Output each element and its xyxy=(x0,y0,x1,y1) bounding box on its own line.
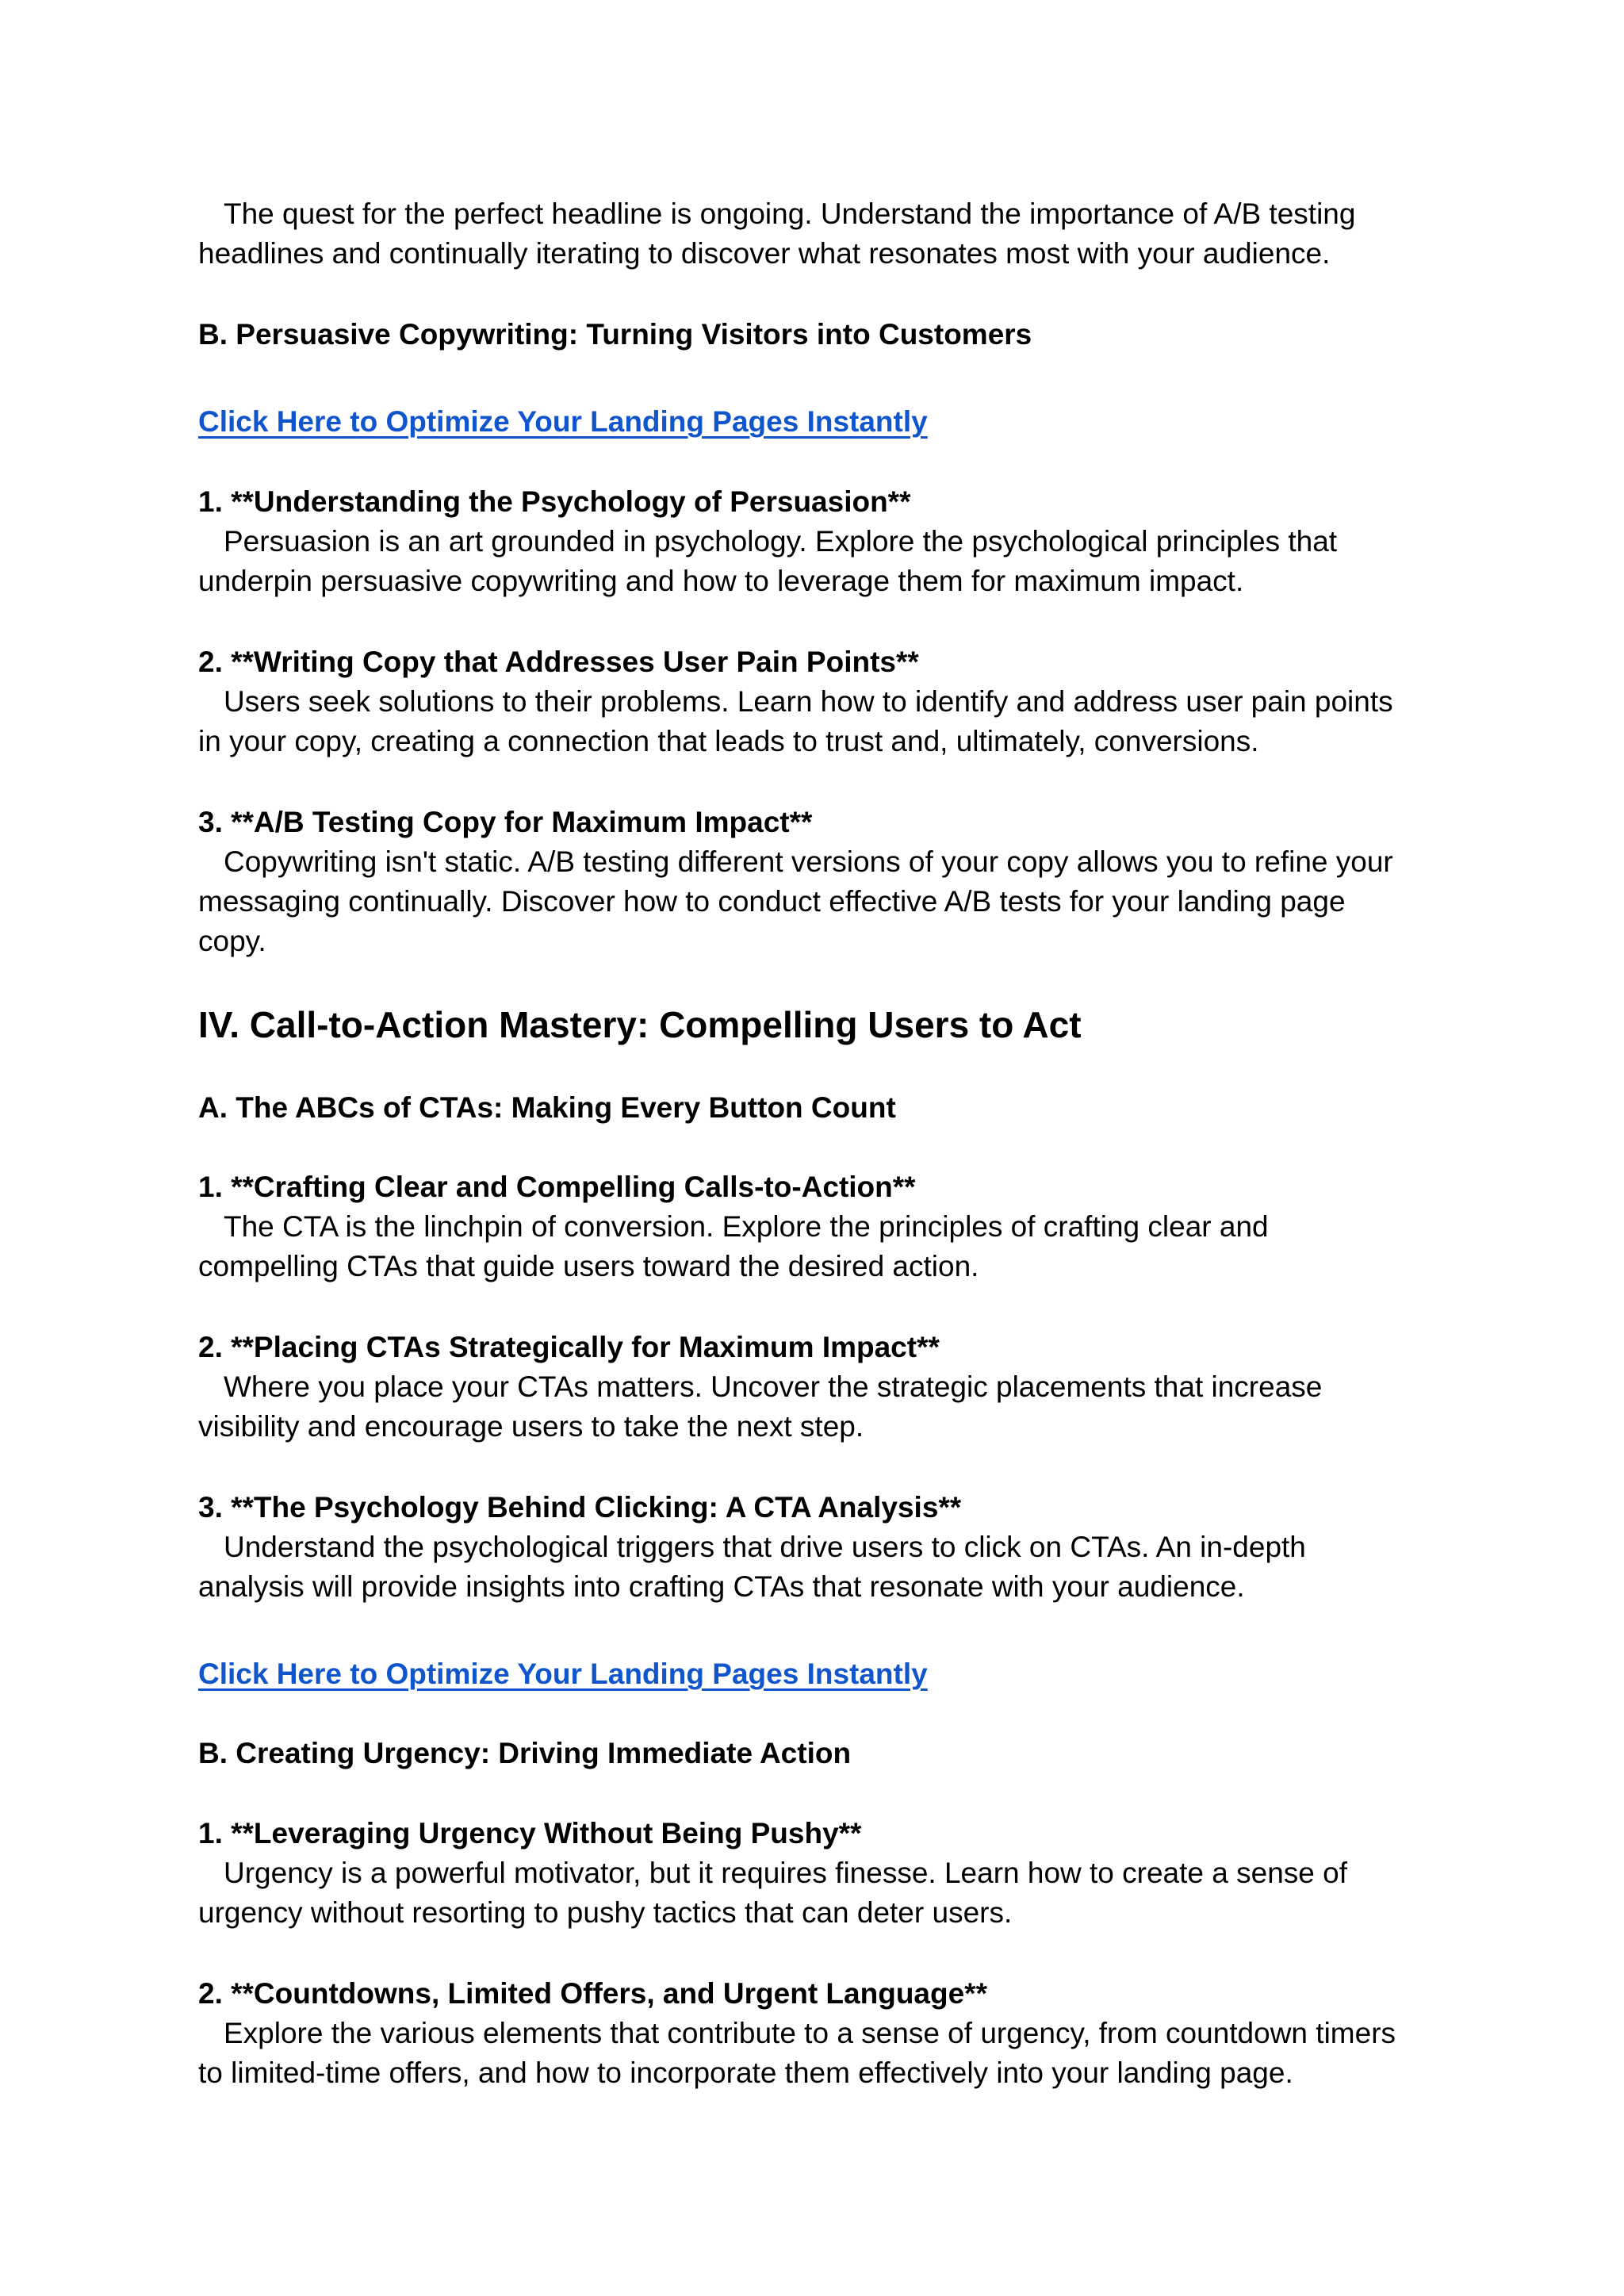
section-heading-cta-mastery: IV. Call-to-Action Mastery: Compelling Users to Act xyxy=(198,1004,1082,1045)
item-body-line-2: to limited-time offers, and how to incorporate them effectively into your landing page. xyxy=(198,2056,1293,2089)
item-countdowns-limited-offers xyxy=(198,1974,1467,2093)
item-body-line-1: The CTA is the linchpin of conversion. Explore the principles of crafting clear and xyxy=(224,1210,1269,1243)
item-body-line-2: visibility and encourage users to take the next step. xyxy=(198,1410,864,1443)
item-body-line-1: Urgency is a powerful motivator, but it requires finesse. Learn how to create a sense of xyxy=(224,1857,1348,1889)
item-body-line-1: Understand the psychological triggers that drive users to click on CTAs. An in-depth xyxy=(224,1531,1306,1563)
item-ab-testing-copy xyxy=(198,803,1467,961)
item-body-line-3: copy. xyxy=(198,925,266,957)
item-leveraging-urgency xyxy=(198,1814,1467,1933)
cta-link-container-2 xyxy=(198,1654,1467,1694)
optimize-landing-pages-link-1[interactable]: Click Here to Optimize Your Landing Pages Instantly xyxy=(198,405,928,438)
item-title: 3. **The Psychology Behind Clicking: A CTA Analysis** xyxy=(198,1491,962,1524)
subheading-abcs-of-ctas: A. The ABCs of CTAs: Making Every Button Count xyxy=(198,1091,896,1124)
subheading-creating-urgency: B. Creating Urgency: Driving Immediate Action xyxy=(198,1737,852,1769)
item-body-line-2: compelling CTAs that guide users toward the desired action. xyxy=(198,1250,979,1282)
item-body-line-1: Persuasion is an art grounded in psychology. Explore the psychological principles that xyxy=(224,525,1338,558)
optimize-landing-pages-link-2[interactable]: Click Here to Optimize Your Landing Pages Instantly xyxy=(198,1658,928,1690)
item-crafting-ctas xyxy=(198,1167,1467,1286)
item-body-line-2: messaging continually. Discover how to conduct effective A/B tests for your landing page xyxy=(198,885,1346,918)
item-title: 3. **A/B Testing Copy for Maximum Impact** xyxy=(198,806,813,838)
item-body-line-2: underpin persuasive copywriting and how to leverage them for maximum impact. xyxy=(198,565,1244,597)
item-title: 2. **Countdowns, Limited Offers, and Urgent Language** xyxy=(198,1977,987,2010)
intro-line-1: The quest for the perfect headline is ongoing. Understand the importance of A/B testing xyxy=(224,197,1356,230)
item-placing-ctas xyxy=(198,1328,1467,1447)
item-body-line-1: Where you place your CTAs matters. Uncover the strategic placements that increase xyxy=(224,1370,1323,1403)
item-body-line-1: Explore the various elements that contribute to a sense of urgency, from countdown timers xyxy=(224,2017,1396,2049)
item-title: 1. **Leveraging Urgency Without Being Pushy** xyxy=(198,1817,862,1849)
cta-link-container-1 xyxy=(198,402,1467,442)
item-body-line-2: urgency without resorting to pushy tactics that can deter users. xyxy=(198,1896,1013,1929)
item-body-line-1: Copywriting isn't static. A/B testing different versions of your copy allows you to refine your xyxy=(224,845,1393,878)
item-title: 1. **Understanding the Psychology of Persuasion** xyxy=(198,485,911,518)
intro-line-2: headlines and continually iterating to discover what resonates most with your audience. xyxy=(198,237,1331,270)
item-title: 2. **Writing Copy that Addresses User Pain Points** xyxy=(198,646,919,678)
item-title: 1. **Crafting Clear and Compelling Calls-to-Action** xyxy=(198,1171,916,1203)
item-user-pain-points xyxy=(198,642,1467,761)
item-body-line-2: analysis will provide insights into crafting CTAs that resonate with your audience. xyxy=(198,1570,1245,1603)
item-title: 2. **Placing CTAs Strategically for Maximum Impact** xyxy=(198,1331,940,1363)
item-body-line-2: in your copy, creating a connection that leads to trust and, ultimately, conversions. xyxy=(198,725,1259,757)
intro-paragraph xyxy=(198,194,1467,274)
item-psychology-of-persuasion xyxy=(198,482,1467,601)
subheading-persuasive-copywriting: B. Persuasive Copywriting: Turning Visitors into Customers xyxy=(198,318,1032,351)
item-psychology-behind-clicking xyxy=(198,1488,1467,1607)
item-body-line-1: Users seek solutions to their problems. Learn how to identify and address user pain points xyxy=(224,685,1393,718)
